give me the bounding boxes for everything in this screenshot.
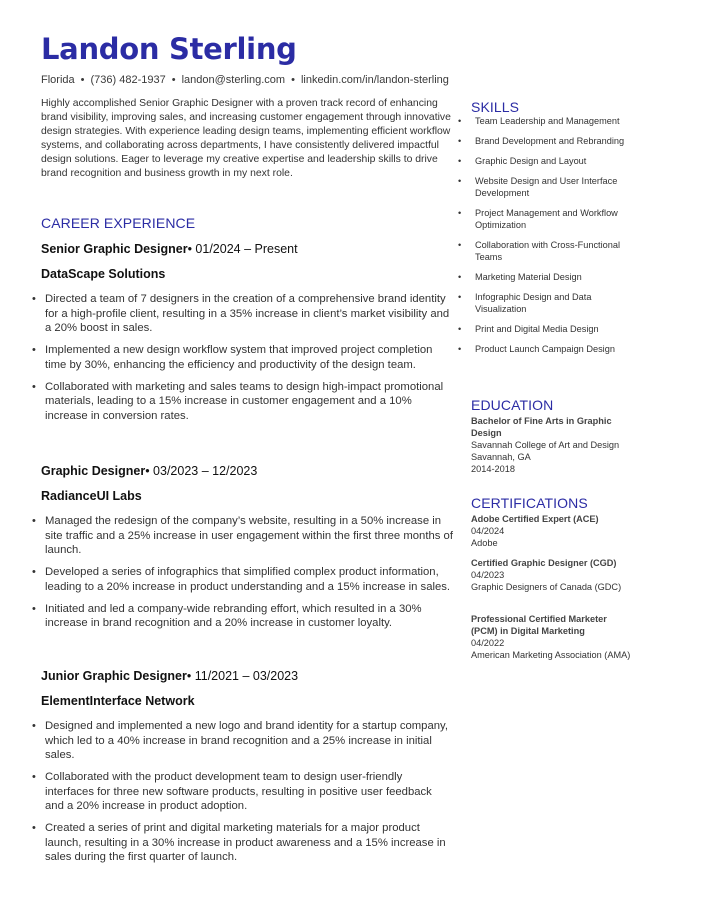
location: Florida [41,74,75,86]
education-years: 2014-2018 [471,464,515,474]
job-role: Graphic Designer [41,464,146,478]
list-item: • Managed the redesign of the company’s website, resulting in a 50% increase in site traffic and a 25% increase in user engagement within the first three months of launch. [32,515,453,556]
school-location: Savannah, GA [471,452,531,462]
job-entry [32,464,453,638]
bullet-icon: • [32,344,36,356]
job-heading [41,464,453,478]
list-item: • Designed and implemented a new logo and brand identity for a startup company, which led to a 40% increase in brand recognition and a 25% increase in initial sales. [32,720,448,761]
job-dates: • 01/2024 – Present [187,242,298,256]
job-heading [41,242,453,256]
skill-item: • Website Design and User Interface Development [458,176,618,198]
candidate-name: Landon Sterling [41,32,297,66]
separator: • [80,74,85,86]
job-dates: • 11/2021 – 03/2023 [186,669,299,683]
section-title-skills: SKILLS [471,99,520,115]
bullet-icon: • [32,566,36,578]
company-name: RadianceUI Labs [41,489,142,503]
bullet-icon: • [458,208,462,218]
skill-item: • Project Management and Workflow Optimization [458,208,618,230]
bullet-icon: • [458,272,462,282]
bullet-icon: • [458,136,462,146]
skill-item: • Team Leadership and Management [458,116,620,126]
bullet-icon: • [32,771,36,783]
certification-date: 04/2023 [471,570,505,580]
skill-item: • Infographic Design and Data Visualization [458,292,592,314]
job-entry [32,669,453,872]
list-item: • Collaborated with the product development team to design user-friendly interfaces for three new software products, resulting in positive user feedback and a 20% increase in product adoption. [32,771,432,812]
list-item: • Implemented a new design workflow system that improved project completion time by 30%, enhancing the efficiency and productivity of the design team. [32,344,433,371]
phone: (736) 482-1937 [90,74,166,86]
bullet-icon: • [458,324,462,334]
skill-item: • Graphic Design and Layout [458,156,587,166]
section-title-certifications: CERTIFICATIONS [471,495,588,511]
section-title-experience: CAREER EXPERIENCE [41,215,196,231]
certification-issuer: Graphic Designers of Canada (GDC) [471,582,622,592]
skill-item: • Brand Development and Rebranding [458,136,625,146]
certification-name: Professional Certified Marketer (PCM) in Digital Marketing [471,614,607,636]
certification-name: Certified Graphic Designer (CGD) [471,558,617,568]
company-name: ElementInterface Network [41,694,195,708]
job-bullets [32,719,453,865]
list-item: • Directed a team of 7 designers in the creation of a comprehensive brand identity for a high-profile client, resulting in a 35% increase in client’s market visibility and a 20% boost in sales. [32,293,450,334]
contact-line [41,74,449,86]
certification-entry [471,513,631,549]
skill-item: • Collaboration with Cross-Functional Teams [458,240,621,262]
bullet-icon: • [458,344,462,354]
list-item: • Created a series of print and digital marketing materials for a major product launch, resulting in a 30% increase in product awareness and a 15% increase in sales during the first quarter of launch. [32,822,446,863]
list-item: • Initiated and led a company-wide rebranding effort, which resulted in a 30% increase in brand recognition and a 20% increase in customer loyalty. [32,602,422,629]
bullet-icon: • [458,116,462,126]
skill-item: • Print and Digital Media Design [458,324,599,334]
bullet-icon: • [32,380,36,393]
skills-list [458,115,638,363]
job-bullets [32,514,453,631]
certification-issuer: Adobe [471,538,498,548]
bullet-icon: • [458,156,462,166]
certification-date: 04/2022 [471,638,505,648]
school: Savannah College of Art and Design [471,440,620,450]
bullet-icon: • [32,293,36,305]
job-heading [41,669,453,683]
separator: • [291,74,295,86]
section-title-education: EDUCATION [471,397,554,413]
certification-date: 04/2024 [471,526,505,536]
bullet-icon: • [32,602,36,615]
bullet-icon: • [32,720,36,732]
certification-issuer: American Marketing Association (AMA) [471,650,631,660]
job-role: Junior Graphic Designer [41,669,187,683]
bullet-icon: • [458,240,462,250]
education-entry [471,415,631,475]
list-item: • Collaborated with marketing and sales teams to design high-impact promotional materials, leading to a 15% increase in customer engagement and a 10% increase in conversion rates. [32,380,444,422]
linkedin-link[interactable]: linkedin.com/in/landon-sterling [300,74,449,86]
summary: Highly accomplished Senior Graphic Designer with a proven track record of enhancing brand visibility, improving sales, and increasing customer engagement through innovative design strategies. With experience leading design teams, implementing efficient workflow systems, and collaborating across departments, I have consistently delivered impactful design solutions. Eager to leverage my creative expertise and leadership skills to drive brand recognition and business growth in my next role. [41,98,451,179]
job-dates: • 03/2023 – 12/2023 [145,464,258,478]
list-item: • Developed a series of infographics that simplified complex product information, leading to a 20% increase in product understanding and a 15% increase in sales. [32,566,451,593]
bullet-icon: • [458,176,462,186]
skill-item: • Marketing Material Design [458,272,582,282]
separator: • [171,74,176,86]
company-name: DataScape Solutions [41,267,166,281]
bullet-icon: • [32,822,36,834]
job-bullets [32,292,453,423]
skill-item: • Product Launch Campaign Design [458,344,615,354]
certification-entry [471,613,631,661]
certification-entry [471,557,631,593]
email-link[interactable]: landon@sterling.com [181,74,286,86]
degree: Bachelor of Fine Arts in Graphic Design [471,416,612,438]
job-role: Senior Graphic Designer [41,242,188,256]
bullet-icon: • [32,515,36,527]
bullet-icon: • [458,292,462,302]
certification-name: Adobe Certified Expert (ACE) [471,514,599,524]
job-entry [32,242,453,431]
